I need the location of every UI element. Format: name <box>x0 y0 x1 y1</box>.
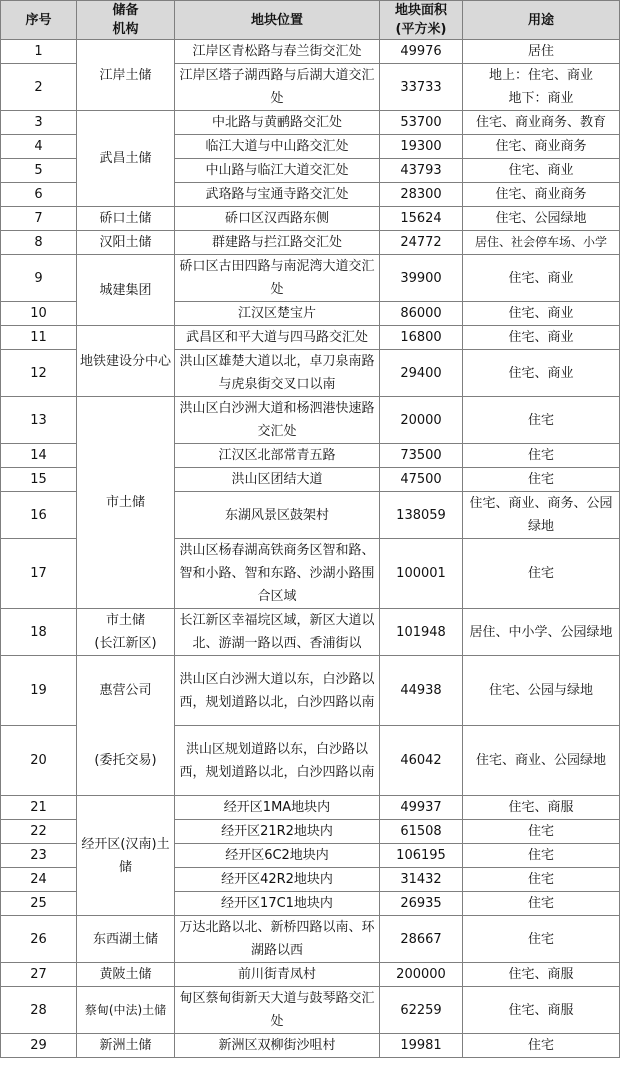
row-no: 22 <box>1 820 77 844</box>
row-location: 江汉区北部常青五路 <box>175 444 380 468</box>
row-location: 经开区42R2地块内 <box>175 868 380 892</box>
row-area: 62259 <box>380 987 463 1034</box>
org-cell: 江岸土储 <box>77 40 175 111</box>
row-usage: 住宅 <box>463 444 620 468</box>
row-usage: 住宅、商业、公园绿地 <box>463 726 620 796</box>
table-row <box>1 609 620 656</box>
row-location: 经开区1MA地块内 <box>175 796 380 820</box>
row-area: 33733 <box>380 64 463 111</box>
org-cell: 武昌土储 <box>77 111 175 207</box>
table-row <box>1 963 620 987</box>
row-no: 23 <box>1 844 77 868</box>
row-no: 13 <box>1 397 77 444</box>
org-cell: 经开区(汉南)土储 <box>77 796 175 916</box>
row-location: 武珞路与宝通寺路交汇处 <box>175 183 380 207</box>
row-location: 东湖风景区鼓架村 <box>175 492 380 539</box>
row-usage: 住宅、商服 <box>463 796 620 820</box>
row-usage: 住宅、商业 <box>463 302 620 326</box>
row-usage: 住宅、商服 <box>463 987 620 1034</box>
table-row <box>1 726 620 796</box>
table-row <box>1 397 620 444</box>
org-cell <box>77 609 175 656</box>
header-area <box>380 1 463 40</box>
row-usage: 住宅、商业商务 <box>463 183 620 207</box>
row-area: 29400 <box>380 350 463 397</box>
table-row <box>1 656 620 726</box>
row-location: 长江新区幸福垸区域，新区大道以北、游湖一路以西、香浦街以 <box>175 609 380 656</box>
row-location: 前川街青凤村 <box>175 963 380 987</box>
row-usage: 住宅 <box>463 397 620 444</box>
table-row <box>1 1034 620 1058</box>
row-location: 洪山区雄楚大道以北，卓刀泉南路与虎泉街交叉口以南 <box>175 350 380 397</box>
row-usage: 住宅 <box>463 539 620 609</box>
row-usage: 住宅 <box>463 844 620 868</box>
row-no: 10 <box>1 302 77 326</box>
row-usage: 住宅、公园绿地 <box>463 207 620 231</box>
row-location: 群建路与拦江路交汇处 <box>175 231 380 255</box>
org-line2: (长江新区) <box>94 636 157 651</box>
row-no: 3 <box>1 111 77 135</box>
table-row <box>1 326 620 350</box>
row-location: 江岸区塔子湖西路与后湖大道交汇处 <box>175 64 380 111</box>
row-area: 106195 <box>380 844 463 868</box>
row-area: 53700 <box>380 111 463 135</box>
org-cell: 城建集团 <box>77 255 175 326</box>
row-no: 14 <box>1 444 77 468</box>
row-area: 15624 <box>380 207 463 231</box>
row-area: 31432 <box>380 868 463 892</box>
row-area: 19300 <box>380 135 463 159</box>
row-no: 20 <box>1 726 77 796</box>
row-location: 新洲区双柳街沙咀村 <box>175 1034 380 1058</box>
table-header <box>1 1 620 40</box>
row-no: 24 <box>1 868 77 892</box>
row-location: 硚口区古田四路与南泥湾大道交汇处 <box>175 255 380 302</box>
row-usage: 住宅 <box>463 1034 620 1058</box>
row-usage: 住宅、商业、商务、公园绿地 <box>463 492 620 539</box>
row-no: 15 <box>1 468 77 492</box>
org-cell: 地铁建设分中心 <box>77 326 175 397</box>
row-area: 28300 <box>380 183 463 207</box>
row-area: 44938 <box>380 656 463 726</box>
row-no: 29 <box>1 1034 77 1058</box>
row-area: 49976 <box>380 40 463 64</box>
header-org <box>77 1 175 40</box>
row-no: 4 <box>1 135 77 159</box>
org-cell: 蔡甸(中法)土储 <box>77 987 175 1034</box>
table-row <box>1 231 620 255</box>
row-area: 26935 <box>380 892 463 916</box>
row-location: 洪山区团结大道 <box>175 468 380 492</box>
row-usage: 住宅 <box>463 868 620 892</box>
header-org-line2: 机构 <box>112 22 139 37</box>
row-area: 46042 <box>380 726 463 796</box>
usage-line2: 地下：商业 <box>508 91 574 106</box>
row-location: 江汉区楚宝片 <box>175 302 380 326</box>
row-location: 江岸区青松路与春兰街交汇处 <box>175 40 380 64</box>
org-cell: 汉阳土储 <box>77 231 175 255</box>
row-area: 101948 <box>380 609 463 656</box>
row-usage: 住宅 <box>463 892 620 916</box>
row-location: 武昌区和平大道与四马路交汇处 <box>175 326 380 350</box>
row-no: 17 <box>1 539 77 609</box>
header-no: 序号 <box>1 1 77 40</box>
org-cell: 惠营公司 <box>77 656 175 726</box>
row-area: 24772 <box>380 231 463 255</box>
row-no: 9 <box>1 255 77 302</box>
row-location: 临江大道与中山路交汇处 <box>175 135 380 159</box>
header-org-line1: 储备 <box>112 3 139 18</box>
row-usage: 住宅、商业商务、教育 <box>463 111 620 135</box>
row-no: 21 <box>1 796 77 820</box>
row-location: 甸区蔡甸街新天大道与鼓琴路交汇处 <box>175 987 380 1034</box>
row-usage: 住宅、公园与绿地 <box>463 656 620 726</box>
header-location: 地块位置 <box>175 1 380 40</box>
row-no: 8 <box>1 231 77 255</box>
row-area: 61508 <box>380 820 463 844</box>
row-location: 经开区21R2地块内 <box>175 820 380 844</box>
row-usage: 住宅 <box>463 916 620 963</box>
row-no: 18 <box>1 609 77 656</box>
org-cell: 市土储 <box>77 397 175 609</box>
table-row <box>1 40 620 64</box>
row-usage: 住宅、商服 <box>463 963 620 987</box>
row-usage: 住宅、商业商务 <box>463 135 620 159</box>
row-usage: 居住、社会停车场、小学 <box>463 231 620 255</box>
row-area: 28667 <box>380 916 463 963</box>
row-area: 16800 <box>380 326 463 350</box>
row-no: 19 <box>1 656 77 726</box>
row-area: 100001 <box>380 539 463 609</box>
row-location: 洪山区白沙洲大道以东，白沙路以西，规划道路以北，白沙四路以南 <box>175 656 380 726</box>
row-area: 49937 <box>380 796 463 820</box>
row-usage: 住宅、商业 <box>463 326 620 350</box>
table-row <box>1 916 620 963</box>
row-area: 73500 <box>380 444 463 468</box>
row-usage: 居住、中小学、公园绿地 <box>463 609 620 656</box>
table-row <box>1 796 620 820</box>
row-usage: 住宅、商业 <box>463 159 620 183</box>
row-usage: 住宅 <box>463 820 620 844</box>
table-row <box>1 207 620 231</box>
org-cell: (委托交易) <box>77 726 175 796</box>
row-location: 中北路与黄鹂路交汇处 <box>175 111 380 135</box>
row-no: 7 <box>1 207 77 231</box>
row-no: 16 <box>1 492 77 539</box>
header-area-line1: 地块面积 <box>394 3 447 18</box>
row-no: 11 <box>1 326 77 350</box>
row-usage: 住宅、商业 <box>463 350 620 397</box>
row-location: 洪山区规划道路以东，白沙路以西，规划道路以北，白沙四路以南 <box>175 726 380 796</box>
row-no: 27 <box>1 963 77 987</box>
org-cell: 黄陂土储 <box>77 963 175 987</box>
row-location: 洪山区杨春湖高铁商务区智和路、智和小路、智和东路、沙湖小路围合区域 <box>175 539 380 609</box>
row-location: 中山路与临江大道交汇处 <box>175 159 380 183</box>
header-usage: 用途 <box>463 1 620 40</box>
header-area-line2: (平方米) <box>395 22 447 37</box>
row-location: 经开区17C1地块内 <box>175 892 380 916</box>
org-cell: 硚口土储 <box>77 207 175 231</box>
row-area: 39900 <box>380 255 463 302</box>
row-no: 28 <box>1 987 77 1034</box>
row-area: 47500 <box>380 468 463 492</box>
row-usage: 住宅 <box>463 468 620 492</box>
row-no: 5 <box>1 159 77 183</box>
row-usage: 居住 <box>463 40 620 64</box>
row-area: 20000 <box>380 397 463 444</box>
row-no: 6 <box>1 183 77 207</box>
org-cell: 东西湖土储 <box>77 916 175 963</box>
table-row <box>1 111 620 135</box>
row-area: 138059 <box>380 492 463 539</box>
row-no: 2 <box>1 64 77 111</box>
row-usage: 住宅、商业 <box>463 255 620 302</box>
table-row <box>1 255 620 302</box>
table-row <box>1 987 620 1034</box>
row-location: 洪山区白沙洲大道和杨泗港快速路交汇处 <box>175 397 380 444</box>
row-location: 硚口区汉西路东侧 <box>175 207 380 231</box>
row-location: 经开区6C2地块内 <box>175 844 380 868</box>
row-no: 12 <box>1 350 77 397</box>
row-usage <box>463 64 620 111</box>
row-location: 万达北路以北、新桥四路以南、环湖路以西 <box>175 916 380 963</box>
row-no: 26 <box>1 916 77 963</box>
row-area: 19981 <box>380 1034 463 1058</box>
org-line1: 市土储 <box>105 613 145 628</box>
org-cell: 新洲土储 <box>77 1034 175 1058</box>
row-no: 25 <box>1 892 77 916</box>
usage-line1: 地上：住宅、商业 <box>488 68 593 83</box>
row-area: 43793 <box>380 159 463 183</box>
row-no: 1 <box>1 40 77 64</box>
row-area: 86000 <box>380 302 463 326</box>
row-area: 200000 <box>380 963 463 987</box>
